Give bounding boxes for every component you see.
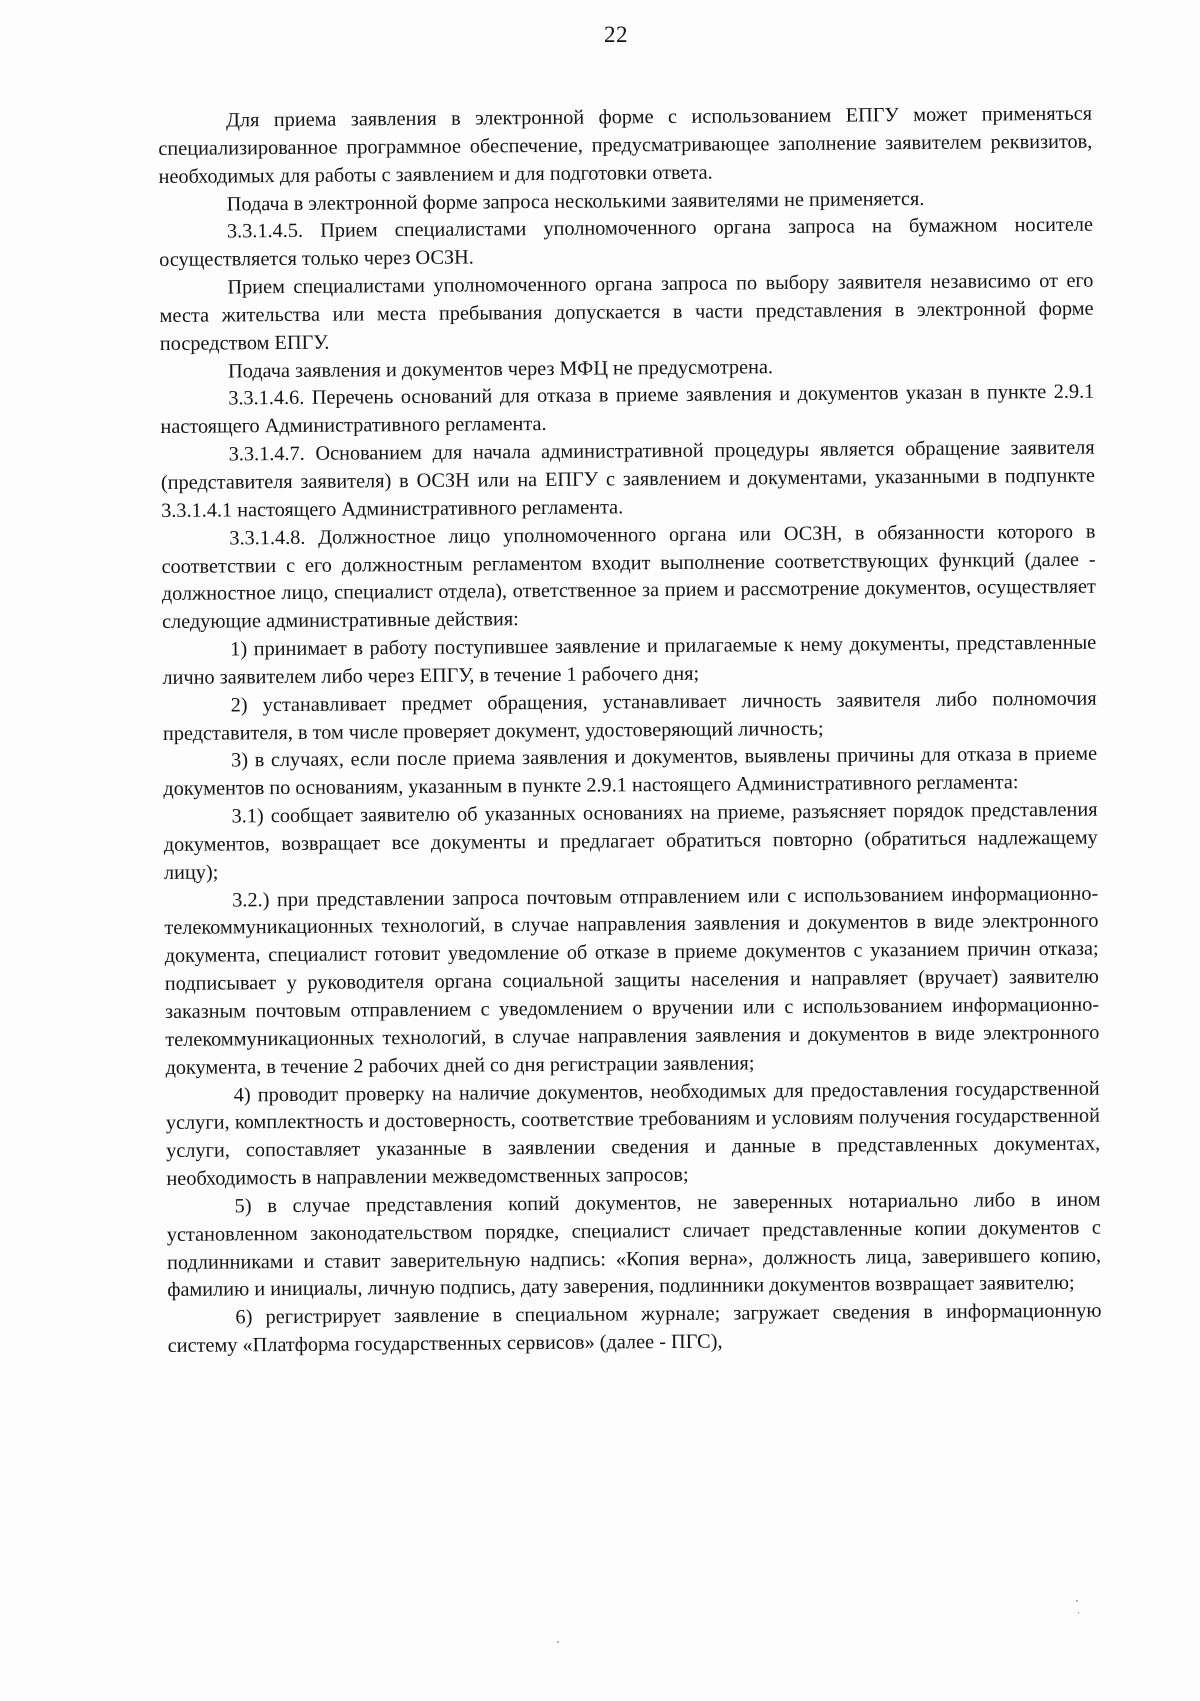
list-item: 2) устанавливает предмет обращения, устанавливает личность заявителя либо полномочия представителя, в том числе проверяет документ, удостоверяющий личность; [162,687,1097,745]
paragraph: 3.3.1.4.5. Прием специалистами уполномоченного органа запроса на бумажном носителе осуществляется только через ОСЗН. [159,214,1094,272]
list-item: 4) проводит проверку на наличие документов, необходимых для предоставления государственной услуги, комплектность и достоверность, соответствие требованиям и условиям получения государственной услуги, сопоставляет указанные в заявлении сведения и данные в представленных документах, необходимость в направлении межведомственных запросов; [165,1077,1101,1191]
scan-speck [1076,1600,1078,1602]
document-body [158,101,1102,1361]
list-item: 3) в случаях, если после приема заявления и документов, выявлены причины для отказа в приеме документов по основаниям, указанным в пункте 2.9.1 настоящего Административного регламента: [163,743,1098,801]
scan-speck [557,1641,559,1643]
list-item: 3.1) сообщает заявителю об указанных основаниях на приеме, разъясняет порядок представления документов, возвращает все документы и предлагает обратиться повторно (обратиться надлежащему лицу); [163,798,1098,884]
list-item: 3.2.) при представлении запроса почтовым отправлением или с использованием информационно-телекоммуникационных технологий, в случае направления заявления и документов в виде электронного документа, специалист готовит уведомление об отказе в приеме документов с указанием причин отказа; подписывает у руководителя органа социальной защиты населения и направляет (вручает) заявителю заказным почтовым отправлением с уведомлением о вручении или с использованием информационно-телекоммуникационных технологий, в случае направления заявления и документов в виде электронного документа, в течение 2 рабочих дней со дня регистрации заявления; [164,882,1100,1079]
page-number: 22 [604,22,628,47]
paragraph: 3.3.1.4.8. Должностное лицо уполномоченного органа или ОСЗН, в обязанности которого в соответствии с его должностным регламентом входит выполнение соответствующих функций (далее - должностное лицо, специалист отдела), ответственное за прием и рассмотрение документов, осуществляет следующие административные действия: [161,520,1096,634]
paragraph: 3.3.1.4.7. Основанием для начала административной процедуры является обращение заявителя (представителя заявителя) в ОСЗН или на ЕПГУ с заявлением и документами, указанными в подпункте 3.3.1.4.1 настоящего Административного регламента. [160,436,1096,522]
list-item: 6) регистрирует заявление в специальном журнале; загружает сведения в информационную систему «Платформа государственных сервисов» (далее - ПГС), [167,1299,1102,1358]
paragraph: Подача в электронной форме запроса несколькими заявителями не применяется. [226,187,925,215]
paragraph: Прием специалистами уполномоченного органа запроса по выбору заявителя независимо от его места жительства или места пребывания допускается в части представления в электронной форме посредством ЕПГУ. [159,269,1094,355]
list-item: 1) принимает в работу поступившее заявление и прилагаемые к нему документы, представленные лично заявителем либо через ЕПГУ, в течение 1 рабочего дня; [162,631,1097,689]
scan-speck [1078,1612,1079,1614]
paragraph: Подача заявления и документов через МФЦ не предусмотрена. [227,355,774,383]
paragraph: 3.3.1.4.6. Перечень оснований для отказа в приеме заявления и документов указан в пункте 2.9.1 настоящего Административного регламента. [160,381,1095,439]
paragraph: Для приема заявления в электронной форме с использованием ЕПГУ может применяться специализированное программное обеспечение, предусматривающее заполнение заявителем реквизитов, необходимых для работы с заявлением и для подготовки ответа. [158,102,1093,188]
list-item: 5) в случае представления копий документов, не заверенных нотариально либо в ином установленном законодательством порядке, специалист сличает представленные копии документов с подлинниками и ставит заверительную надпись: «Копия верна», должность лица, заверившего копию, фамилию и инициалы, личную подпись, дату заверения, подлинники документов возвращает заявителю; [166,1188,1102,1302]
